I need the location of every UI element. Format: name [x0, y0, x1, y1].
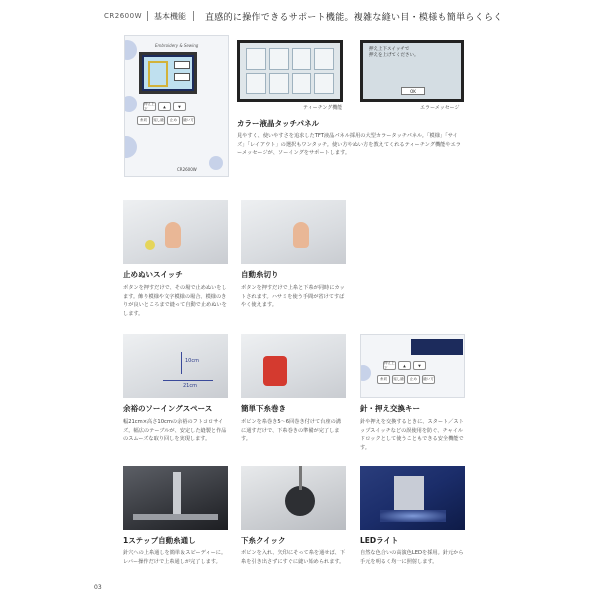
reverse-stitch-button[interactable]: 返し縫	[392, 375, 405, 384]
model-code: CR2600W	[104, 12, 142, 20]
feature-title: 針・押え交換キー	[360, 404, 420, 413]
feature-title: 止めぬいスイッチ	[123, 270, 183, 279]
sewing-space-photo	[123, 334, 228, 398]
section-body: 見やすく、使いやすさを追求したTFT液晶パネル採用の大型カラータッチパネル。「模様」「サイズ」「レイアウト」の選択もワンタッチ。使い方やぬい方を教えてくれるティーチング機能やエラーメッセージが、ソーイングをサポートします。	[237, 133, 461, 157]
flower-decor	[124, 96, 137, 112]
feature-title: 余裕のソーイングスペース	[123, 404, 213, 413]
feature-body: ボビンを糸巻き5〜6回巻き付けて台座の溝に通すだけで、下糸巻きの準備が完了します。	[241, 419, 341, 443]
feature-body: 幅21cm×高さ10cmの余裕のフトコロサイズ。幅広のテーブルが、安定した縫製と作品のスムーズな取り回しを実現します。	[123, 419, 227, 443]
panel-lcd	[139, 52, 197, 94]
needle-change-key-photo	[360, 334, 465, 398]
finger	[165, 222, 181, 248]
finger	[293, 222, 309, 248]
lock-stitch-button[interactable]: 止め	[407, 375, 420, 384]
arrow-up-button[interactable]: ▲	[398, 361, 411, 370]
feature-title: 自動糸切り	[241, 270, 279, 279]
panel-lcd	[411, 339, 463, 355]
thread-cut-button[interactable]: 糸切	[377, 375, 390, 384]
lock-stitch-button[interactable]: 止め	[167, 116, 180, 125]
feature-body: 針や押えを交換するときに、スタート／ストップスイッチなどの誤使用を防ぐ、チャイルドロックとして使うこともできる安全機能です。	[360, 419, 464, 451]
error-message: 押え上下スイッチで 押えを上げてください。	[369, 47, 419, 58]
quick-bobbin-photo	[241, 466, 346, 530]
ok-button[interactable]: OK	[401, 87, 425, 95]
feature-title: 簡単下糸巻き	[241, 404, 286, 413]
presser-foot-button[interactable]: 押え上下	[144, 101, 155, 111]
error-screen	[360, 40, 464, 102]
auto-threader-photo	[123, 466, 228, 530]
machine-panel-photo	[124, 35, 229, 177]
feature-body: 自然な色合いの高演色LEDを採用。針元から手元を明るく均一に照射します。	[360, 550, 464, 565]
flower-decor	[124, 40, 137, 60]
bobbin-winding-photo	[241, 334, 346, 398]
led-indicator	[145, 240, 155, 250]
header-divider	[147, 11, 148, 21]
start-stop-button[interactable]: 縫い方	[182, 116, 195, 125]
presser-foot-button[interactable]: 押え上下	[384, 360, 395, 370]
feature-body: ボタンを押すだけで上糸と下糸が同時にカットされます。ハサミを使う手間が省けてすばやく使えます。	[241, 285, 345, 309]
thread-spool	[263, 356, 287, 386]
arrow-down-button[interactable]: ▼	[413, 361, 426, 370]
header-divider	[193, 11, 194, 21]
feature-body: ボビンを入れ、矢印にそって糸を通せば、下糸を引き出さずにすぐに縫い始められます。	[241, 550, 346, 565]
thread-cutter-photo	[241, 200, 346, 264]
section-title: カラー液晶タッチパネル	[237, 119, 320, 128]
feature-title: 下糸クイック	[241, 536, 286, 545]
reverse-stitch-button[interactable]: 返し縫	[152, 116, 165, 125]
teaching-screen	[237, 40, 343, 102]
dim-height-label: 10cm	[185, 358, 199, 364]
thread-cut-button[interactable]: 糸切	[137, 116, 150, 125]
category-label: 基本機能	[154, 12, 186, 21]
feature-body: ボタンを押すだけで、その場で止めぬいをします。飾り模様や文字模様の場合、模様のきりが良いところまで縫って自動で止めぬいをします。	[123, 285, 227, 317]
page-number: 03	[94, 584, 102, 591]
teaching-caption: ティーチング機能	[303, 105, 343, 111]
led-light-photo	[360, 466, 465, 530]
embroidery-frame	[148, 61, 168, 87]
feature-body: 針穴への上糸通しを簡単＆スピーディーに。レバー操作だけで上糸通しが完了します。	[123, 550, 227, 565]
lock-stitch-photo	[123, 200, 228, 264]
feature-title: LEDライト	[360, 536, 399, 545]
start-stop-button[interactable]: 縫い方	[422, 375, 435, 384]
flower-decor	[124, 136, 137, 158]
arrow-down-button[interactable]: ▼	[173, 102, 186, 111]
dim-width-label: 21cm	[183, 383, 197, 389]
dim-arrow-vertical	[181, 352, 182, 374]
feature-title: 1ステップ自動糸通し	[123, 536, 196, 545]
panel-model-label: CR2600W	[177, 167, 197, 172]
panel-brand-text: Embroidery & Sewing	[155, 43, 199, 48]
error-caption: エラーメッセージ	[420, 105, 460, 111]
flower-decor	[209, 156, 223, 170]
bobbin-case	[285, 486, 315, 516]
arrow-up-button[interactable]: ▲	[158, 102, 171, 111]
page-catchphrase: 直感的に操作できるサポート機能。複雑な縫い目・模様も簡単らくらく	[205, 13, 503, 23]
dim-arrow-horizontal	[163, 380, 213, 381]
